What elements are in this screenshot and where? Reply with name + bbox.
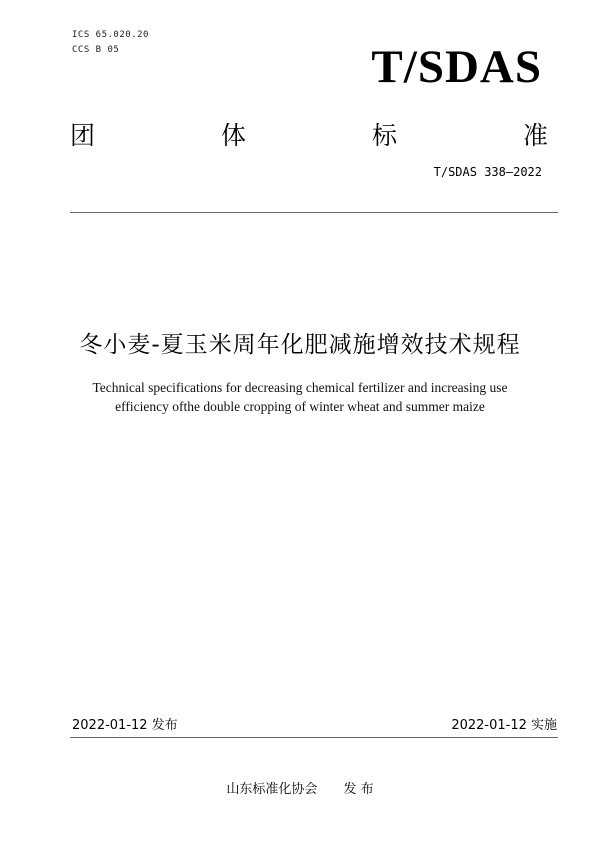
standard-type-char: 团 (70, 121, 96, 150)
publish-date: 2022-01-12 发布 (72, 718, 178, 733)
standard-type-char: 准 (522, 121, 548, 150)
issuer-line (0, 778, 600, 797)
ccs-code: CCS B 05 (72, 45, 120, 55)
ics-code: ICS 65.020.20 (72, 30, 149, 40)
standard-type-char: 体 (220, 121, 246, 150)
standard-number: T/SDAS 338—2022 (433, 165, 542, 179)
english-title-line: efficiency ofthe double cropping of winter wheat and summer maize (115, 399, 485, 414)
bottom-divider (70, 737, 558, 738)
english-title-line: Technical specifications for decreasing chemical fertilizer and increasing use (92, 380, 508, 395)
standard-brand-logo: T/SDAS (371, 41, 542, 93)
standard-type-char: 标 (371, 121, 397, 150)
standard-type-heading (70, 116, 548, 152)
document-title-english (80, 378, 520, 416)
issuer-action: 发 布 (343, 782, 374, 797)
issuer-name: 山东标准化协会 (226, 782, 318, 797)
top-divider (70, 212, 558, 213)
implementation-date: 2022-01-12 实施 (451, 718, 557, 733)
document-title-chinese: 冬小麦-夏玉米周年化肥减施增效技术规程 (79, 332, 521, 358)
